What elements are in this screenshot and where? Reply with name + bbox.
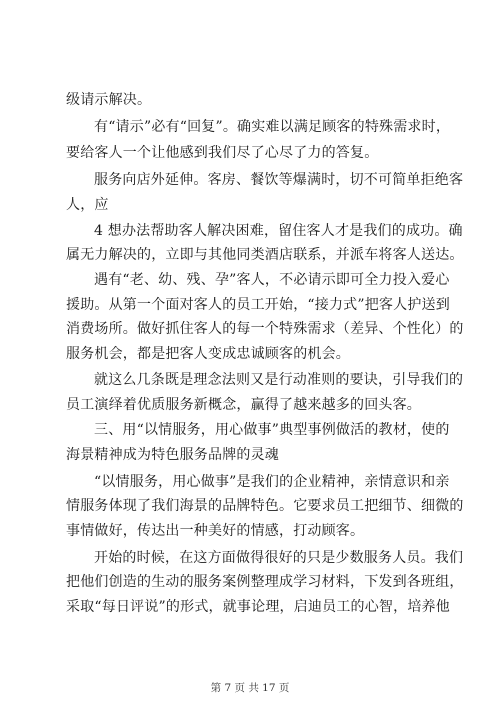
text-line: 属无力解决的，立即与其他同类酒店联系，并派车将客人送达。 (66, 247, 464, 263)
text-line: 服务向店外延伸。客房、餐饮等爆满时，切不可简单拒绝客 (94, 172, 464, 188)
text-line: 海景精神成为特色服务品牌的灵魂 (66, 447, 279, 463)
text-line: “以情服务，用心做事”是我们的企业精神，亲情意识和亲 (94, 474, 450, 490)
text-line: 消费场所。做好抓住客人的每一个特殊需求（差异、个性化）的 (66, 321, 464, 337)
text-line: 把他们创造的生动的服务案例整理成学习材料，下发到各班组， (66, 574, 464, 590)
text-line: 情服务体现了我们海景的品牌特色。它要求员工把细节、细微的 (66, 498, 464, 514)
text-line: 事情做好，传达出一种美好的情感，打动顾客。 (66, 523, 365, 539)
text-line: 遇有“老、幼、残、孕”客人，不必请示即可全力投入爱心 (94, 272, 450, 288)
text-line: 要给客人一个让他感到我们尽了心尽了力的答复。 (66, 145, 379, 161)
text-line: 援助。从第一个面对客人的员工开始，“接力式”把客人护送到 (66, 297, 450, 313)
page-footer: 第 7 页 共 17 页 (210, 682, 290, 694)
text-line: 员工演绎着优质服务新概念，赢得了越来越多的回头客。 (66, 397, 421, 413)
text-line: 就这么几条既是理念法则又是行动准则的要诀，引导我们的 (94, 372, 464, 388)
text-line: 服务机会，都是把客人变成忠诚顾客的机会。 (66, 346, 350, 362)
text-line: 开始的时候，在这方面做得很好的只是少数服务人员。我们 (94, 550, 464, 566)
text-line: 人，应 (66, 197, 109, 213)
text-line: 三、用“以情服务，用心做事”典型事例做活的教材，使的 (94, 422, 450, 438)
text-line: 级请示解决。 (66, 92, 152, 108)
text-line: 有“请示”必有“回复”。确实难以满足顾客的特殊需求时， (94, 119, 451, 135)
text-line: 4 想办法帮助客人解决困难，留住客人才是我们的成功。确 (94, 223, 463, 239)
text-line: 采取“每日评说”的形式，就事论理，启迪员工的心智，培养他 (66, 599, 450, 615)
